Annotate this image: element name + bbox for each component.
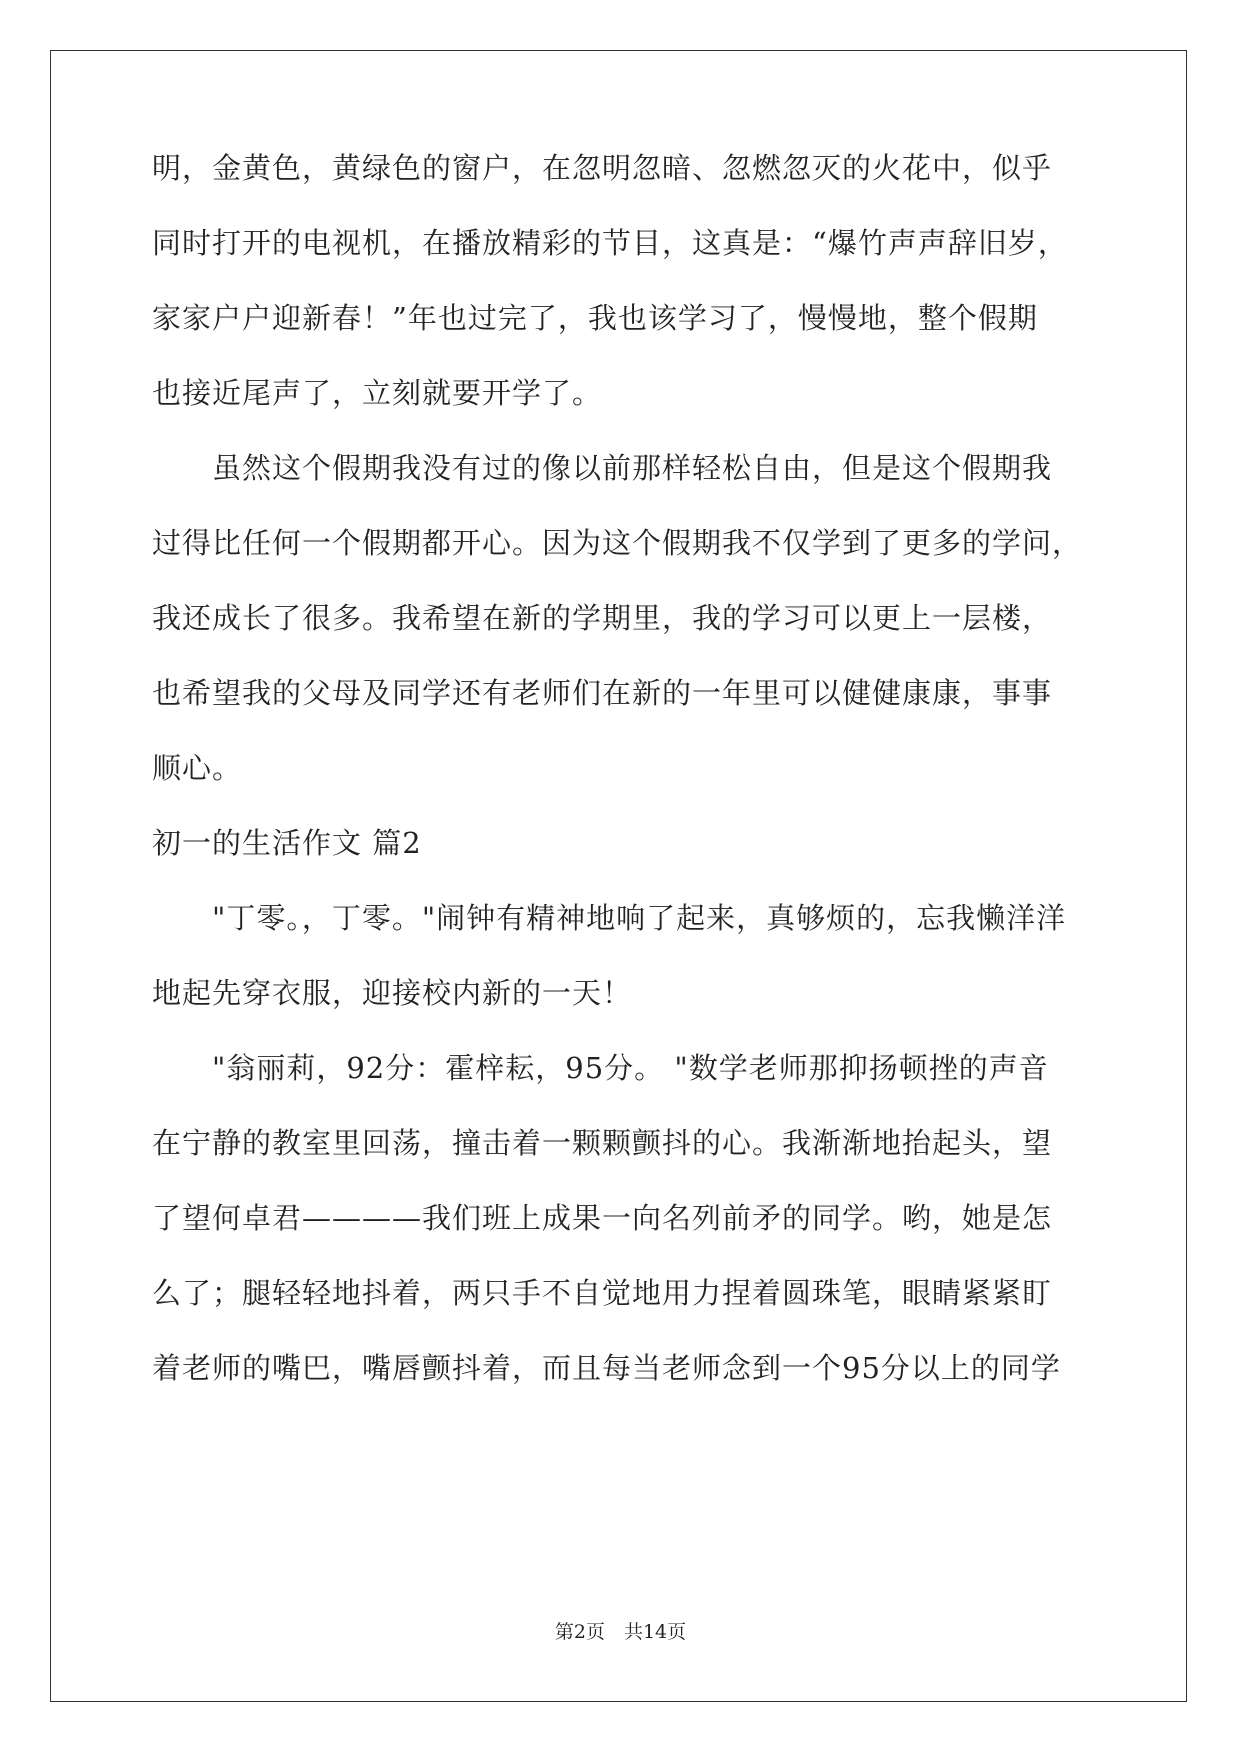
text-line: "丁零。，丁零。"闹钟有精神地响了起来，真够烦的，忘我懒洋洋 — [212, 901, 1067, 935]
section-heading: 初一的生活作文 篇2 — [152, 826, 422, 860]
text-line: 我还成长了很多。我希望在新的学期里，我的学习可以更上一层楼， — [152, 601, 1053, 635]
text-line: 也希望我的父母及同学还有老师们在新的一年里可以健健康康，事事 — [152, 676, 1053, 710]
text-line: 着老师的嘴巴，嘴唇颤抖着，而且每当老师念到一个95分以上的同学 — [152, 1351, 1061, 1385]
page-number-footer: 第2页 共14页 — [554, 1621, 687, 1643]
text-line: 也接近尾声了，立刻就要开学了。 — [152, 376, 603, 410]
text-line: 虽然这个假期我没有过的像以前那样轻松自由，但是这个假期我 — [212, 451, 1053, 485]
text-line: 明，金黄色，黄绿色的窗户，在忽明忽暗、忽燃忽灭的火花中，似乎 — [152, 151, 1053, 185]
text-line: 顺心。 — [152, 751, 243, 785]
text-line: 了望何卓君————我们班上成果一向名列前矛的同学。哟，她是怎 — [152, 1201, 1053, 1235]
text-line: 在宁静的教室里回荡，撞击着一颗颗颤抖的心。我渐渐地抬起头，望 — [152, 1126, 1053, 1160]
text-line: 过得比任何一个假期都开心。因为这个假期我不仅学到了更多的学问， — [152, 526, 1083, 560]
text-line: 么了；腿轻轻地抖着，两只手不自觉地用力捏着圆珠笔，眼睛紧紧盯 — [152, 1276, 1053, 1310]
text-line: 同时打开的电视机，在播放精彩的节目，这真是：“爆竹声声辞旧岁， — [152, 226, 1068, 260]
text-line: 家家户户迎新春！”年也过完了，我也该学习了，慢慢地，整个假期 — [152, 301, 1038, 335]
page-border — [50, 50, 1187, 1702]
text-line: 地起先穿衣服，迎接校内新的一天！ — [152, 976, 633, 1010]
text-line: "翁丽莉，92分：霍梓耘，95分。 "数学老师那抑扬顿挫的声音 — [212, 1051, 1049, 1085]
